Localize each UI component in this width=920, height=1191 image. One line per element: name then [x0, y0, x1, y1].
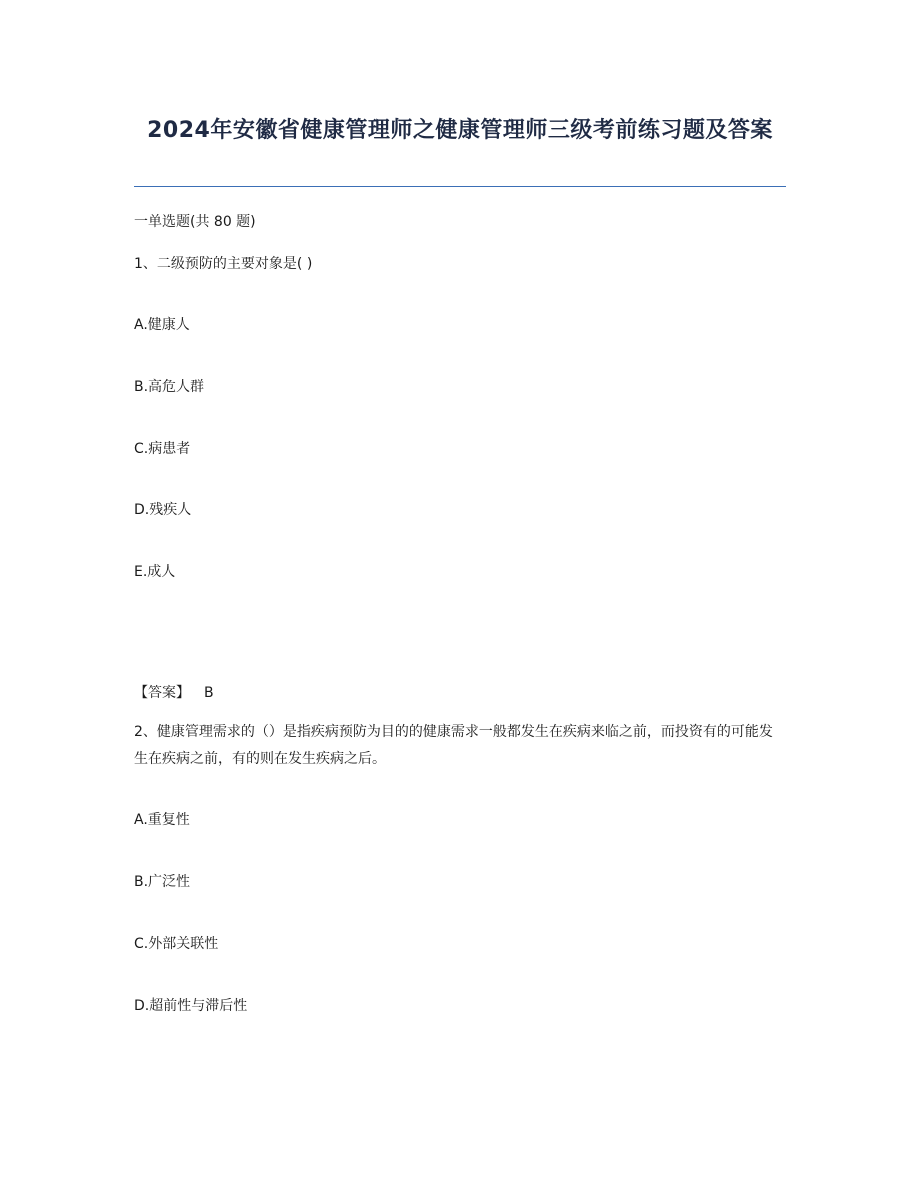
question-2-option-d: D.超前性与滞后性: [134, 998, 248, 1014]
question-1-option-a: A.健康人: [134, 317, 190, 333]
question-1-option-d: D.残疾人: [134, 502, 192, 518]
answer-value: B: [204, 685, 214, 701]
question-1-answer: [134, 683, 214, 703]
question-1-option-e: E.成人: [134, 564, 176, 580]
section-heading: 一单选题(共 80 题): [134, 214, 256, 230]
document-title: 2024年安徽省健康管理师之健康管理师三级考前练习题及答案: [147, 118, 773, 143]
question-2-option-c: C.外部关联性: [134, 936, 219, 952]
question-1-option-c: C.病患者: [134, 441, 191, 457]
question-1-stem: 1、二级预防的主要对象是( ): [134, 256, 313, 272]
answer-label: 【答案】: [134, 685, 190, 701]
question-2-option-b: B.广泛性: [134, 874, 191, 890]
question-2-stem: 2、健康管理需求的（）是指疾病预防为目的的健康需求一般都发生在疾病来临之前，而投资有的可能发生在疾病之前，有的则在发生疾病之后。: [134, 724, 773, 767]
title-divider: [134, 186, 786, 187]
question-1-option-b: B.高危人群: [134, 379, 205, 395]
question-2-option-a: A.重复性: [134, 812, 190, 828]
